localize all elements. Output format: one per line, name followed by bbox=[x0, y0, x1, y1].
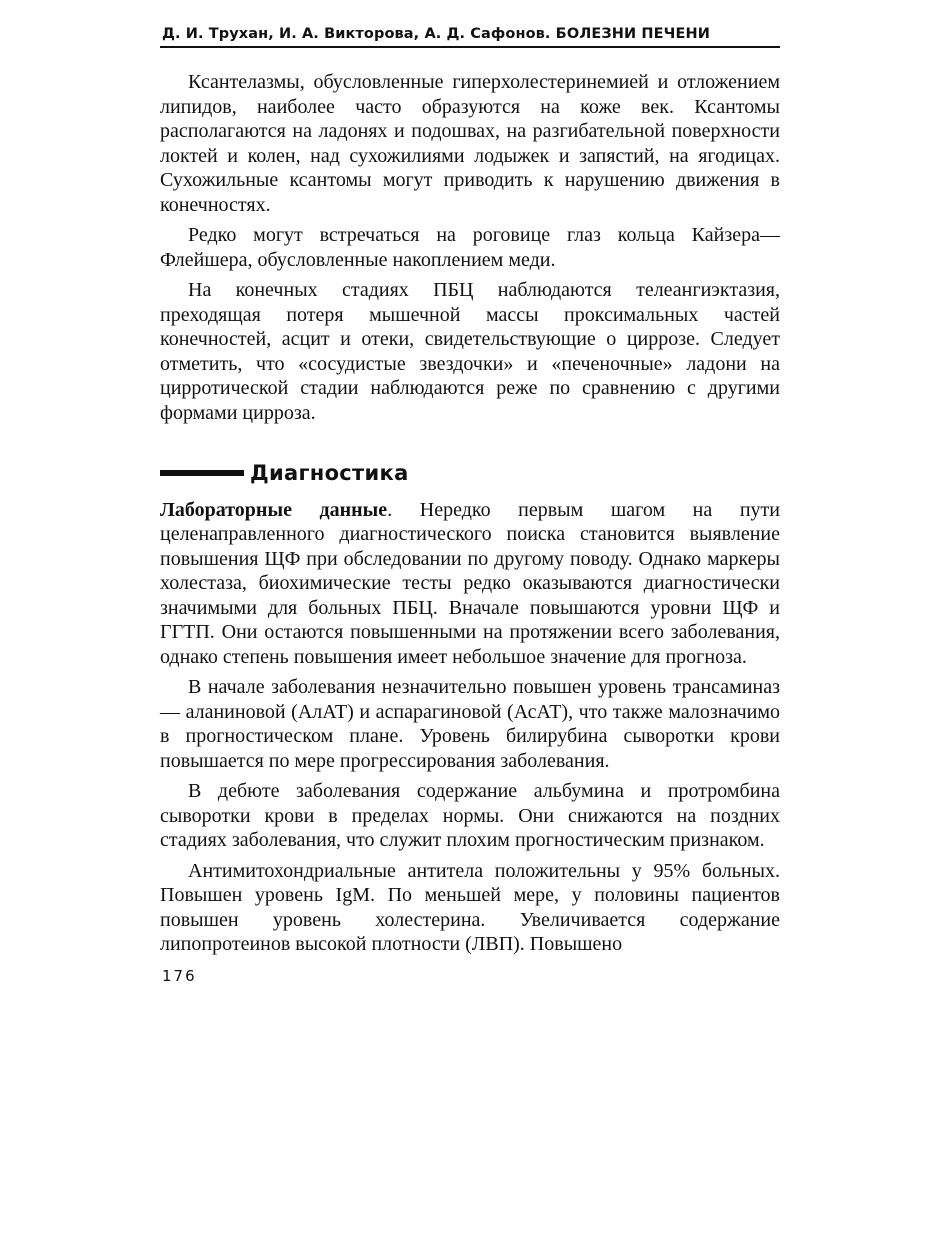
paragraph-lab-data bbox=[160, 498, 780, 670]
paragraph-antibodies: Антимитохондриальные антитела положительны у 95% больных. Повышен уровень IgM. По меньшей мере, у половины пациентов повышен уровень холестерина. Увеличивается содержание липопротеинов высокой плотности (ЛВП). Повышено bbox=[160, 859, 780, 955]
page-number: 176 bbox=[162, 966, 197, 985]
running-head: Д. И. Трухан, И. А. Викторова, А. Д. Сафонов. БОЛЕЗНИ ПЕЧЕНИ bbox=[160, 24, 780, 48]
paragraph-late-stages: На конечных стадиях ПБЦ наблюдаются телеангиэктазия, преходящая потеря мышечной массы проксимальных частей конечностей, асцит и отеки, свидетельствующие о циррозе. Следует отметить, что «сосудистые звездочки» и «печеночные» ладони на цирротической стадии наблюдаются реже по сравнению с другими формами цирроза. bbox=[160, 279, 780, 424]
heading-rule bbox=[160, 470, 244, 476]
section-heading bbox=[160, 461, 780, 486]
lab-data-lead: Лабораторные данные bbox=[160, 498, 388, 521]
paragraph-kayser-fleischer: Редко могут встречаться на роговице глаз кольца Кайзера—Флейшера, обусловленные накоплением меди. bbox=[160, 224, 780, 271]
paragraph-transaminases: В начале заболевания незначительно повышен уровень трансаминаз — аланиновой (АлАТ) и аспарагиновой (АсАТ), что также малозначимо в прогностическом плане. Уровень билирубина сыворотки крови повышается по мере прогрессирования заболевания. bbox=[160, 676, 780, 772]
book-page bbox=[160, 24, 780, 985]
lab-data-text: . Нередко первым шагом на пути целенаправленного диагностического поиска становится выявление повышения ЩФ при обследовании по другому поводу. Однако маркеры холестаза, биохимические тесты редко оказываются диагностически значимыми для больных ПБЦ. Вначале повышаются уровни ЩФ и ГГТП. Они остаются повышенными на протяжении всего заболевания, однако степень повышения имеет небольшое значение для прогноза. bbox=[160, 498, 780, 668]
body-text bbox=[160, 70, 780, 957]
paragraph-albumin: В дебюте заболевания содержание альбумина и протромбина сыворотки крови в пределах нормы. Они снижаются на поздних стадиях заболевания, что служит плохим прогностическим признаком. bbox=[160, 780, 780, 851]
section-title: Диагностика bbox=[250, 461, 409, 485]
paragraph-xanthomas: Ксантелазмы, обусловленные гиперхолестеринемией и отложением липидов, наиболее часто образуются на коже век. Ксантомы располагаются на ладонях и подошвах, на разгибательной поверхности локтей и колен, над сухожилиями лодыжек и запястий, на ягодицах. Сухожильные ксантомы могут приводить к нарушению движения в конечностях. bbox=[160, 71, 780, 216]
